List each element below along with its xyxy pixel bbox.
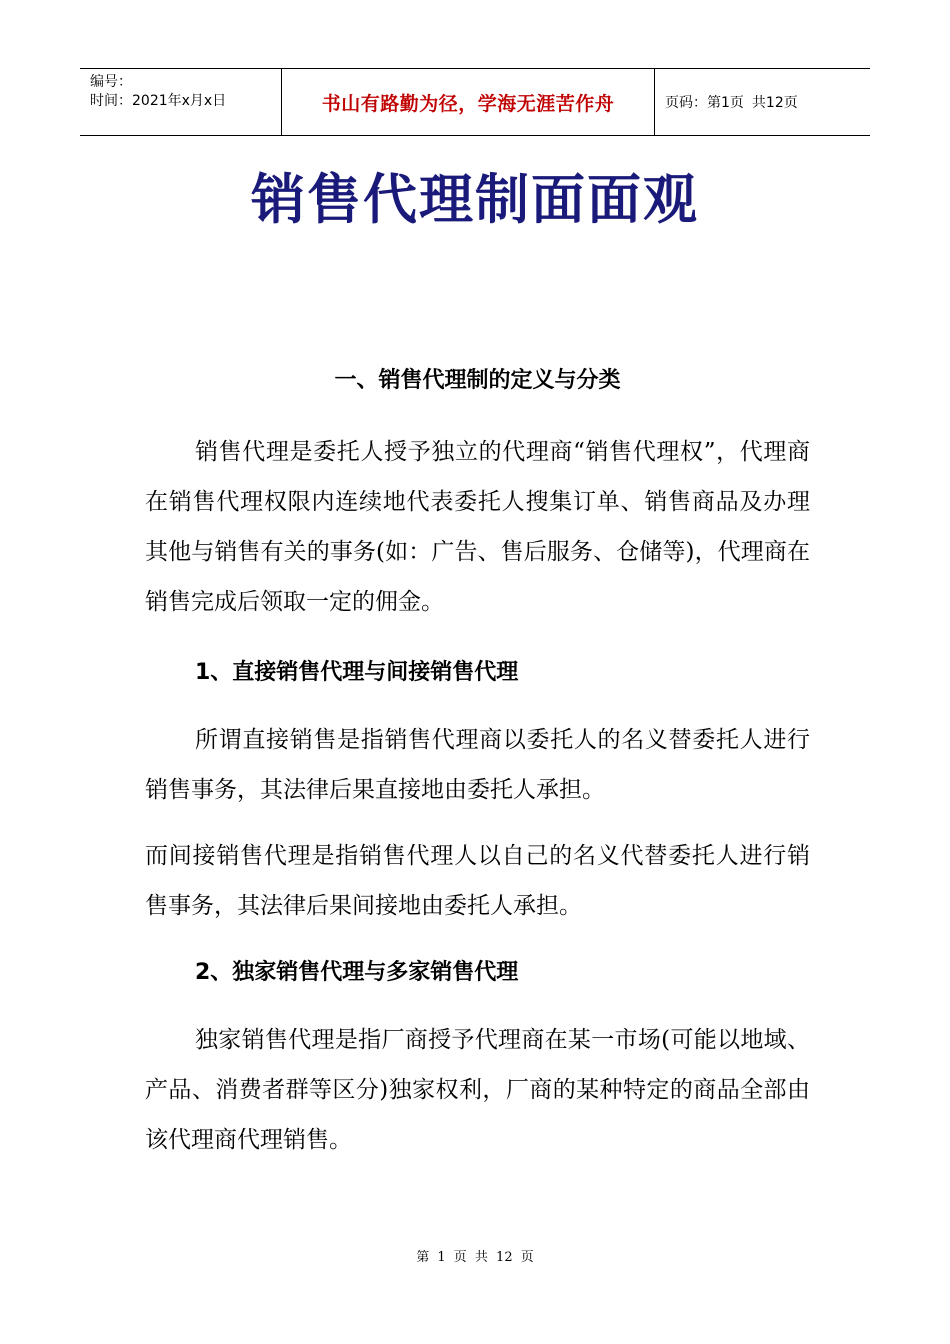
subsection-2-paragraph-1: 独家销售代理是指厂商授予代理商在某一市场(可能以地域、产品、消费者群等区分)独家权利，厂商的某种特定的商品全部由该代理商代理销售。 — [145, 1027, 810, 1153]
header-number-label: 编号： — [90, 74, 132, 90]
page-footer: 第 1 页 共 12 页 — [416, 1250, 534, 1265]
header-page-info — [655, 69, 870, 135]
document-title: 销售代理制面面观 — [251, 168, 699, 231]
subsection-1-paragraph-1: 所谓直接销售是指销售代理商以委托人的名义替委托人进行销售事务，其法律后果直接地由委托人承担。 — [145, 727, 810, 803]
document-body — [145, 355, 810, 1165]
header-meta — [80, 69, 282, 135]
header-motto: 书山有路勤为径，学海无涯苦作舟 — [282, 69, 655, 135]
section-heading: 一、销售代理制的定义与分类 — [334, 368, 621, 393]
header-time-label: 时间：2021年x月x日 — [90, 93, 227, 109]
subsection-heading-1: 1、直接销售代理与间接销售代理 — [195, 660, 519, 685]
subsection-1-paragraph-2: 而间接销售代理是指销售代理人以自己的名义代替委托人进行销售事务，其法律后果间接地由委托人承担。 — [145, 843, 810, 919]
document-header — [80, 68, 870, 136]
subsection-heading-2: 2、独家销售代理与多家销售代理 — [195, 960, 519, 985]
section-intro-paragraph: 销售代理是委托人授予独立的代理商“销售代理权”，代理商在销售代理权限内连续地代表委托人搜集订单、销售商品及办理其他与销售有关的事务(如：广告、售后服务、仓储等)，代理商在销售完成后领取一定的佣金。 — [145, 439, 810, 615]
header-total-label: 共12页 — [751, 95, 798, 111]
header-page-label: 页码：第1页 — [665, 95, 744, 111]
